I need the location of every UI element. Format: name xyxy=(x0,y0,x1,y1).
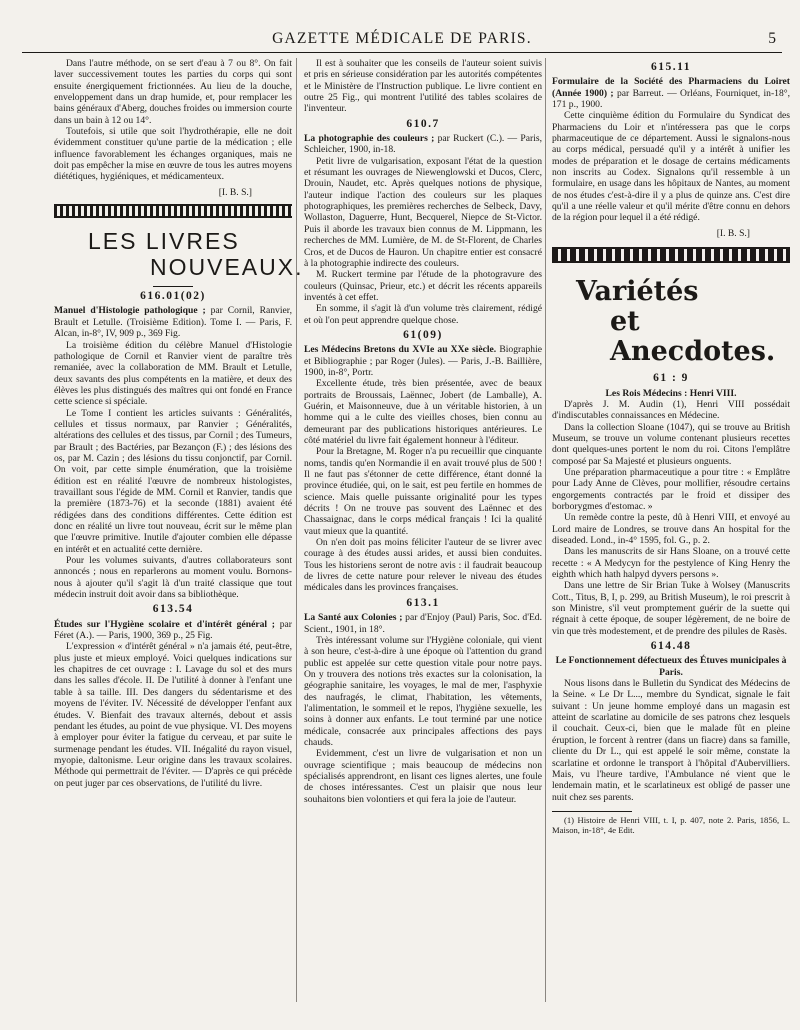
paragraph: La troisième édition du célèbre Manuel d'Histologie pathologique de Cornil et Ranvier vient de paraître très remaniée, avec la collaboration de MM. Brault et Letulle, deux savants des plus compétents en la matière, et deux des élèves les plus distingués des maîtres qui ont fondé en France cette science si spéciale. xyxy=(54,339,292,408)
paragraph: Un remède contre la peste, dû à Henri VIII, et envoyé au Lord maire de Londres, se trouve dans An hospital for the diseaded. Lond., in-4° 1595, fol. G., p. 2. xyxy=(552,512,790,546)
paragraph: Le Tome I contient les articles suivants : Généralités, cellules et tissus normaux, par Ranvier ; Généralités, altérations des cellules et des tissus, par Cornil ; des Tumeurs, par Brault ; des Bactéries, par Bezançon (F.) ; des lésions des os, par M. Cazin ; des lésions du tissu conjonctif, par Cornil. On voit, par cette simple énumération, que la troisième édition est en réalité l'œuvre de nombreux histologistes, travaillant sous l'égide de MM. Cornil et Ranvier, tandis que la première (1873-76) et la seconde (1881) avaient été rédigées dans des conditions différentes. Cette édition est donc en réalité un livre tout nouveau, écrit sur le même plan que l'œuvre primitive. Inutile d'ajouter combien elle dépasse en intérêt et en actualité cette dernière. xyxy=(54,407,292,555)
page-title: GAZETTE MÉDICALE DE PARIS. xyxy=(272,30,532,47)
book-entry xyxy=(304,133,542,156)
paragraph: Dans l'autre méthode, on se sert d'eau à 7 ou 8°. On fait laver successivement toutes les parties du corps qui sont ensuite énergiquement frictionnées. Au lieu de la douche, enveloppement dans un drap humide, et, pour remplacer les bains généraux d'Aberg, douches froides ou immersion courte dans un bain à 12 ou 14°. xyxy=(54,58,292,126)
paragraph: Dans la collection Sloane (1047), qui se trouve au British Museum, se trouve un volume contenant plusieurs recettes dont quelques-unes portent le nom du roi. Citons l'emplâtre composé par Sa Majesté et plusieurs onguents. xyxy=(552,421,790,467)
page-header xyxy=(22,30,782,50)
paragraph: M. Ruckert termine par l'étude de la photogravure des couleurs (Quinsac, Prieur, etc.) et décrit les récents appareils inventés à cet effet. xyxy=(304,269,542,303)
section-heading-varietes: Variétés xyxy=(576,276,699,308)
classification-code: 615.11 xyxy=(651,61,691,73)
paragraph: On n'en doit pas moins féliciter l'auteur de se livrer avec courage à des études aussi arides, et aussi bien conduites. Tous les historiens seront de notre avis : il faudrait beaucoup de livres de cette nature pour relever le niveau des études médicales dans les provinces françaises. xyxy=(304,537,542,594)
divider xyxy=(153,286,193,287)
book-details: par Ruckert (C.). — Paris, Schleicher, 1900, in-18. xyxy=(304,133,542,156)
decorative-border xyxy=(552,247,790,263)
book-details: par Cornil, Ranvier, Brault et Letulle. (Troisième Edition). Tome I. — Paris, F. Alcan, in-8°, IV, 909 p., 369 Fig. xyxy=(54,305,292,340)
book-title: La photographie des couleurs ; xyxy=(304,133,435,145)
classification-code: 614.48 xyxy=(650,640,692,653)
footnote: (1) Histoire de Henri VIII, t. I, p. 407, note 2. Paris, 1856, L. Maison, in-18°, 4e Edit. xyxy=(552,814,790,835)
paragraph: Dans une lettre de Sir Brian Tuke à Wolsey (Manuscrits Cott., Titus, B, I, p. 299, au British Museum), le roi prescrit à son Ministre, s'il veut promptement guérir de la suette qui régnait à cette époque, de souper légèrement, de ne boire de vin que très modestement, et de prendre des pilules de Rasès. xyxy=(552,580,790,637)
book-details: par d'Enjoy (Paul) Paris, Soc. d'Ed. Scient., 1901, in 18°. xyxy=(304,612,542,635)
section-heading-livres: LES LIVRES xyxy=(88,228,240,255)
article-title: Les Rois Médecins : Henri VIII. xyxy=(605,387,737,399)
paragraph: Cette cinquième édition du Formulaire du Syndicat des Pharmaciens du Loir et n'intéressera pas que le corps pharmaceutique de ce département. Aussi le signalons-nous au corps médical, persuadé qu'il y a intérêt à unifier les modes de préparation et le dosage de certains médicaments non inscrits au Codex. Signalons qu'il ressemble à un formulaire, en usage dans les hôpitaux de Nantes, au moment de nos études c'est-à-dire il y a plus de quinze ans. C'est dire qu'il a une réelle valeur et qu'il mérite d'être connu en dehors de la région pour lequel il a été rédigé. xyxy=(552,110,790,224)
paragraph: Il est à souhaiter que les conseils de l'auteur soient suivis et pris en sérieuse considération par les autorités compétentes et le Ministère de l'Instruction publique. Le livre contient en outre 25 Fig., qui montrent l'utilité des tables scolaires de l'inventeur. xyxy=(304,58,542,115)
book-title: Études sur l'Hygiène scolaire et d'intérêt général ; xyxy=(54,618,275,630)
book-entry xyxy=(54,305,292,339)
column-separator xyxy=(296,58,297,1002)
paragraph: Excellente étude, très bien présentée, avec de beaux portraits de Broussais, Laënnec, Jobert (de Lamballe), A. Guérin, et Maisonneuve, due à un véritable historien, à un homme qui a le culte des vieilles choses, bien connu au demeurant par des publications historiques antérieures. Le côté matériel du livre fait également honneur à l'éditeur. xyxy=(304,378,542,446)
classification-code: 61(09) xyxy=(403,328,443,341)
paragraph: Pour la Bretagne, M. Roger n'a pu recueillir que cinquante noms, tandis qu'en Normandie il en avait trouvé plus de 500 ! Il ne faut pas s'étonner de cette différence, étant donné la province étudiée, qui, on le sait, est peu fertile en hommes de science. Mais quelle puissante originalité pour les types décrits ! On ne trouve pas souvent des Laënnec et des Chassaignac, dans le corps médical français ! Ici la qualité vaut mieux que la quantité. xyxy=(304,446,542,537)
book-details: Biographie et Bibliographie ; par Roger (Jules). — Paris, J.-B. Baillière, 1900, in-8°, Portr. xyxy=(304,344,542,378)
page-number: 5 xyxy=(768,30,776,47)
paragraph: Pour les volumes suivants, d'autres collaborateurs sont annoncés ; nous en reparlerons au moment voulu. Bornons-nous à ajouter qu'il s'agit là d'un traité classique que tout médecin instruit doit avoir dans sa bibliothèque. xyxy=(54,555,292,601)
paragraph: Toutefois, si utile que soit l'hydrothérapie, elle ne doit évidemment constituer qu'une partie de la médication ; elle influence favorablement les échanges organiques, mais ne doit pas empêcher la mise en œuvre de tous les autres moyens diététiques, hygiéniques, et médicamenteux. xyxy=(54,126,292,183)
signature: [I. B. S.] xyxy=(218,186,252,198)
decorative-border xyxy=(54,204,292,218)
column-middle xyxy=(304,58,542,805)
book-entry xyxy=(304,612,542,635)
paragraph: Très intéressant volume sur l'Hygiène coloniale, qui vient à son heure, c'est-à-dire à une époque où l'attention du grand public est appelée sur cette question vitale pour notre pays. On y trouvera des notions très exactes sur la colonisation, la géographie sanitaire, les voyages, le mal de mer, l'asphyxie des naufragés, le climat, l'habitation, les vêtements, l'alimentation, le sommeil et le repos, l'hygiène sexuelle, les soins à donner aux enfants. Le tout terminé par une notice médicale, consacrée aux principales affections des pays chauds. xyxy=(304,634,542,748)
book-title: Les Médecins Bretons du XVIe au XXe siècle. xyxy=(304,344,497,356)
classification-code: 610.7 xyxy=(406,117,440,130)
paragraph: L'expression « d'intérêt général » n'a jamais été, peut-être, plus juste et mieux employé. Voici quelques indications sur les chapitres de cet ouvrage : I. Lavage du sol et des murs dans les salles d'école. II. De l'utilité à donner à l'enfant une table à sa taille. III. Des dangers du sédentarisme et des moyens de l'éviter. IV. Nécessité de développer l'enfant aux études. V. Bienfait des travaux alternés, debout et assis pendant les études, au point de vue physique. VI. Des moyens à employer pour éviter la fatigue du cerveau, et par suite le surmenage pendant les études. VII. Inégalité du rayon visuel, myopie, daltonisme. Leur origine dans les travaux scolaires. Méthode qui permettrait de l'éviter. — D'après ce qui précède on peut juger par ces observations, de l'utilité du livre. xyxy=(54,641,292,789)
column-separator xyxy=(545,58,546,1002)
header-rule xyxy=(22,52,782,53)
book-title: Manuel d'Histologie pathologique ; xyxy=(54,305,206,317)
paragraph: Nous lisons dans le Bulletin du Syndicat des Médecins de la Seine. « Le Dr L..., membre du Syndicat, signale le fait suivant : Un jeune homme employé dans un magasin est atteint de scarlatine au domicile de ses patrons chez lesquels il couchait. Ceux-ci, bien que le malade fût en pleine éruption, le forcent à rentrer (dans un fiacre) dans sa famille, cliente du Dr L., qui est appelé le soir même, constate la scarlatine et ordonne le transport à l'hôpital d'Aubervilliers. Mais, vu l'heure tardive, l'Ambulance né vient que le lendemain matin, et le scarlatineux est obligé de passer une nuit chez ses parents. xyxy=(552,678,790,803)
book-details: par Barreut. — Orléans, Fourniquet, in-18°, 171 p., 1900. xyxy=(552,87,790,111)
column-right xyxy=(552,58,790,835)
book-entry xyxy=(304,344,542,378)
classification-code: 613.1 xyxy=(406,596,440,609)
paragraph: Petit livre de vulgarisation, exposant l'état de la question et résumant les ouvrages de Niewenglowski et Ducos, Clerc, Drouin, Naudet, etc. Après quelques notions de physique, l'auteur indique l'action des couleurs sur les plaques photographiques, les premières recherches de Selbeck, Davy, Wollaston, Daguerre, Hunt, Becquerel, Niepce de St-Victor. Puis il aborde les travaux bien connus de M. Lippmann, les recherches de MM. Lumière, de M. de St-Florent, de Charles Cros, et de Ducos de Hauron. Un chapitre entier est consacré à la photographie indirecte des couleurs. xyxy=(304,155,542,269)
book-title: La Santé aux Colonies ; xyxy=(304,612,403,624)
classification-code: 616.01(02) xyxy=(140,290,206,303)
book-entry xyxy=(552,76,790,110)
paragraph: En somme, il s'agit là d'un volume très clairement, rédigé et où l'on peut apprendre quelque chose. xyxy=(304,303,542,326)
signature: [I. B. S.] xyxy=(716,227,750,239)
paragraph: Une préparation pharmaceutique a pour titre : « Emplâtre pour Lady Anne de Clèves, pour mollifier, résoudre certains engorgements contractés par le froid et dissiper des borborygmes d'estomac. » xyxy=(552,466,790,512)
classification-code: 613.54 xyxy=(152,603,194,616)
classification-code: 61 : 9 xyxy=(653,372,689,385)
paragraph: Dans les manuscrits de sir Hans Sloane, on a trouvé cette recette : « A Medycyn for the pestylence of King Henry the eighth which hath halpyd dyvers persons ». xyxy=(552,546,790,580)
section-heading-anecdotes: et Anecdotes. xyxy=(610,306,776,368)
article-title: Le Fonctionnement défectueux des Étuves municipales à Paris. xyxy=(555,655,787,678)
column-left xyxy=(54,58,304,789)
paragraph: D'après J. M. Audin (1), Henri VIII possédait d'indiscutables connaissances en Médecine. xyxy=(552,398,790,422)
book-entry xyxy=(54,619,292,642)
footnote-rule xyxy=(552,811,632,812)
paragraph: Evidemment, c'est un livre de vulgarisation et non un ouvrage scientifique ; mais beaucoup de médecins non spécialisés apprendront, en lisant ces lignes alertes, une foule de choses intéressantes. C'est un plaisir que nous leur souhaitons bien volontiers et qui fera la joie de l'auteur. xyxy=(304,748,542,805)
section-heading-nouveaux: NOUVEAUX. xyxy=(150,254,304,281)
book-title: Formulaire de la Société des Pharmaciens du Loiret (Année 1900) ; xyxy=(552,76,790,99)
book-details: par Féret (A.). — Paris, 1900, 369 p., 25 Fig. xyxy=(54,618,292,642)
